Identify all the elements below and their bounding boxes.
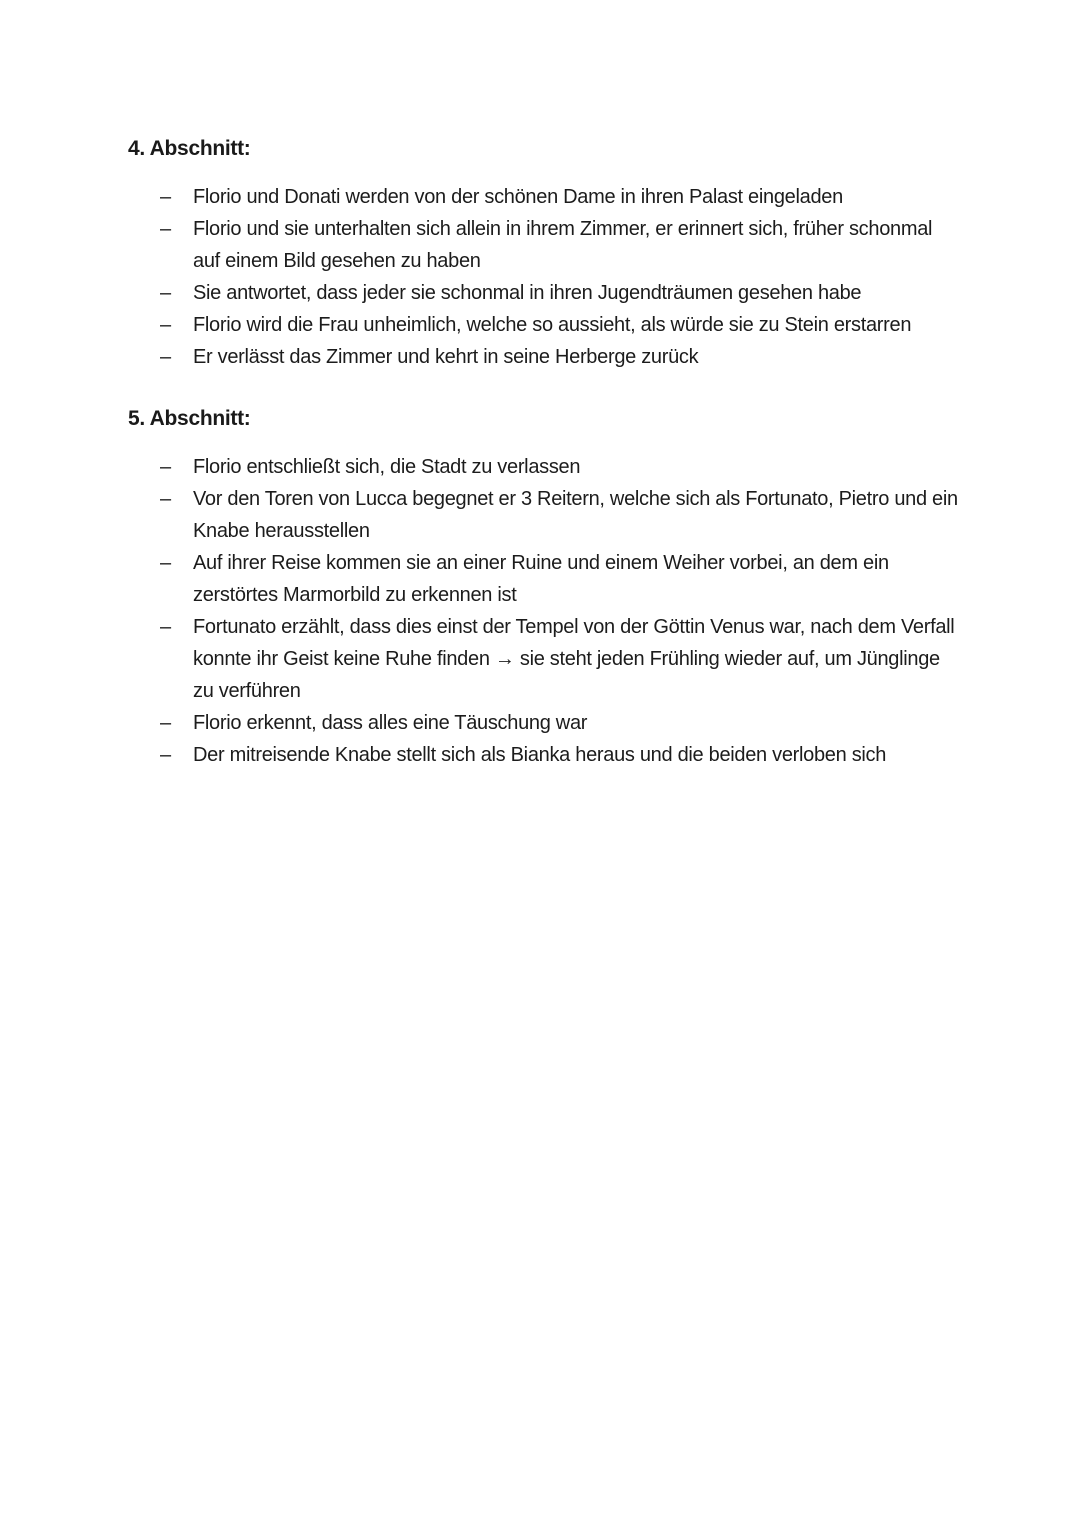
list-item-text: Vor den Toren von Lucca begegnet er 3 Reitern, welche sich als Fortunato, Pietro und ein Knabe herausstellen [193,488,958,542]
list-item [160,547,960,611]
list-item-text: Auf ihrer Reise kommen sie an einer Ruine und einem Weiher vorbei, an dem ein zerstörtes Marmorbild zu erkennen ist [193,552,889,606]
list-item [160,707,960,739]
list-item-text: Florio erkennt, dass alles eine Täuschung war [193,712,588,734]
dash-bullet: – [160,456,171,478]
dash-bullet: – [160,314,171,336]
list-item [160,309,960,341]
list-item [160,611,960,707]
bullet-list [128,451,960,771]
list-item [160,277,960,309]
list-item [160,181,960,213]
list-item-text: Florio und sie unterhalten sich allein in ihrem Zimmer, er erinnert sich, früher schonmal auf einem Bild gesehen zu haben [193,218,933,272]
section-heading: 5. Abschnitt: [128,407,251,430]
list-item [160,451,960,483]
dash-bullet: – [160,616,171,638]
dash-bullet: – [160,186,171,208]
list-item-text: Fortunato erzählt, dass dies einst der Tempel von der Göttin Venus war, nach dem Verfall konnte ihr Geist keine Ruhe finden → sie steht jeden Frühling wieder auf, um Jünglinge zu verführen [193,616,955,702]
list-item [160,483,960,547]
list-item-text: Florio entschließt sich, die Stadt zu verlassen [193,456,581,478]
dash-bullet: – [160,712,171,734]
list-item-text: Er verlässt das Zimmer und kehrt in seine Herberge zurück [193,346,699,368]
dash-bullet: – [160,488,171,510]
dash-bullet: – [160,744,171,766]
list-item-text: Florio und Donati werden von der schönen Dame in ihren Palast eingeladen [193,186,843,208]
dash-bullet: – [160,346,171,368]
section-5 [128,403,960,771]
list-item [160,213,960,277]
list-item-text: Der mitreisende Knabe stellt sich als Bianka heraus und die beiden verloben sich [193,744,887,766]
dash-bullet: – [160,218,171,240]
list-item [160,739,960,771]
list-item [160,341,960,373]
dash-bullet: – [160,552,171,574]
list-item-text: Florio wird die Frau unheimlich, welche so aussieht, als würde sie zu Stein erstarren [193,314,912,336]
dash-bullet: – [160,282,171,304]
section-heading: 4. Abschnitt: [128,137,251,160]
bullet-list [128,181,960,373]
section-4 [128,133,960,373]
list-item-text: Sie antwortet, dass jeder sie schonmal in ihren Jugendträumen gesehen habe [193,282,862,304]
